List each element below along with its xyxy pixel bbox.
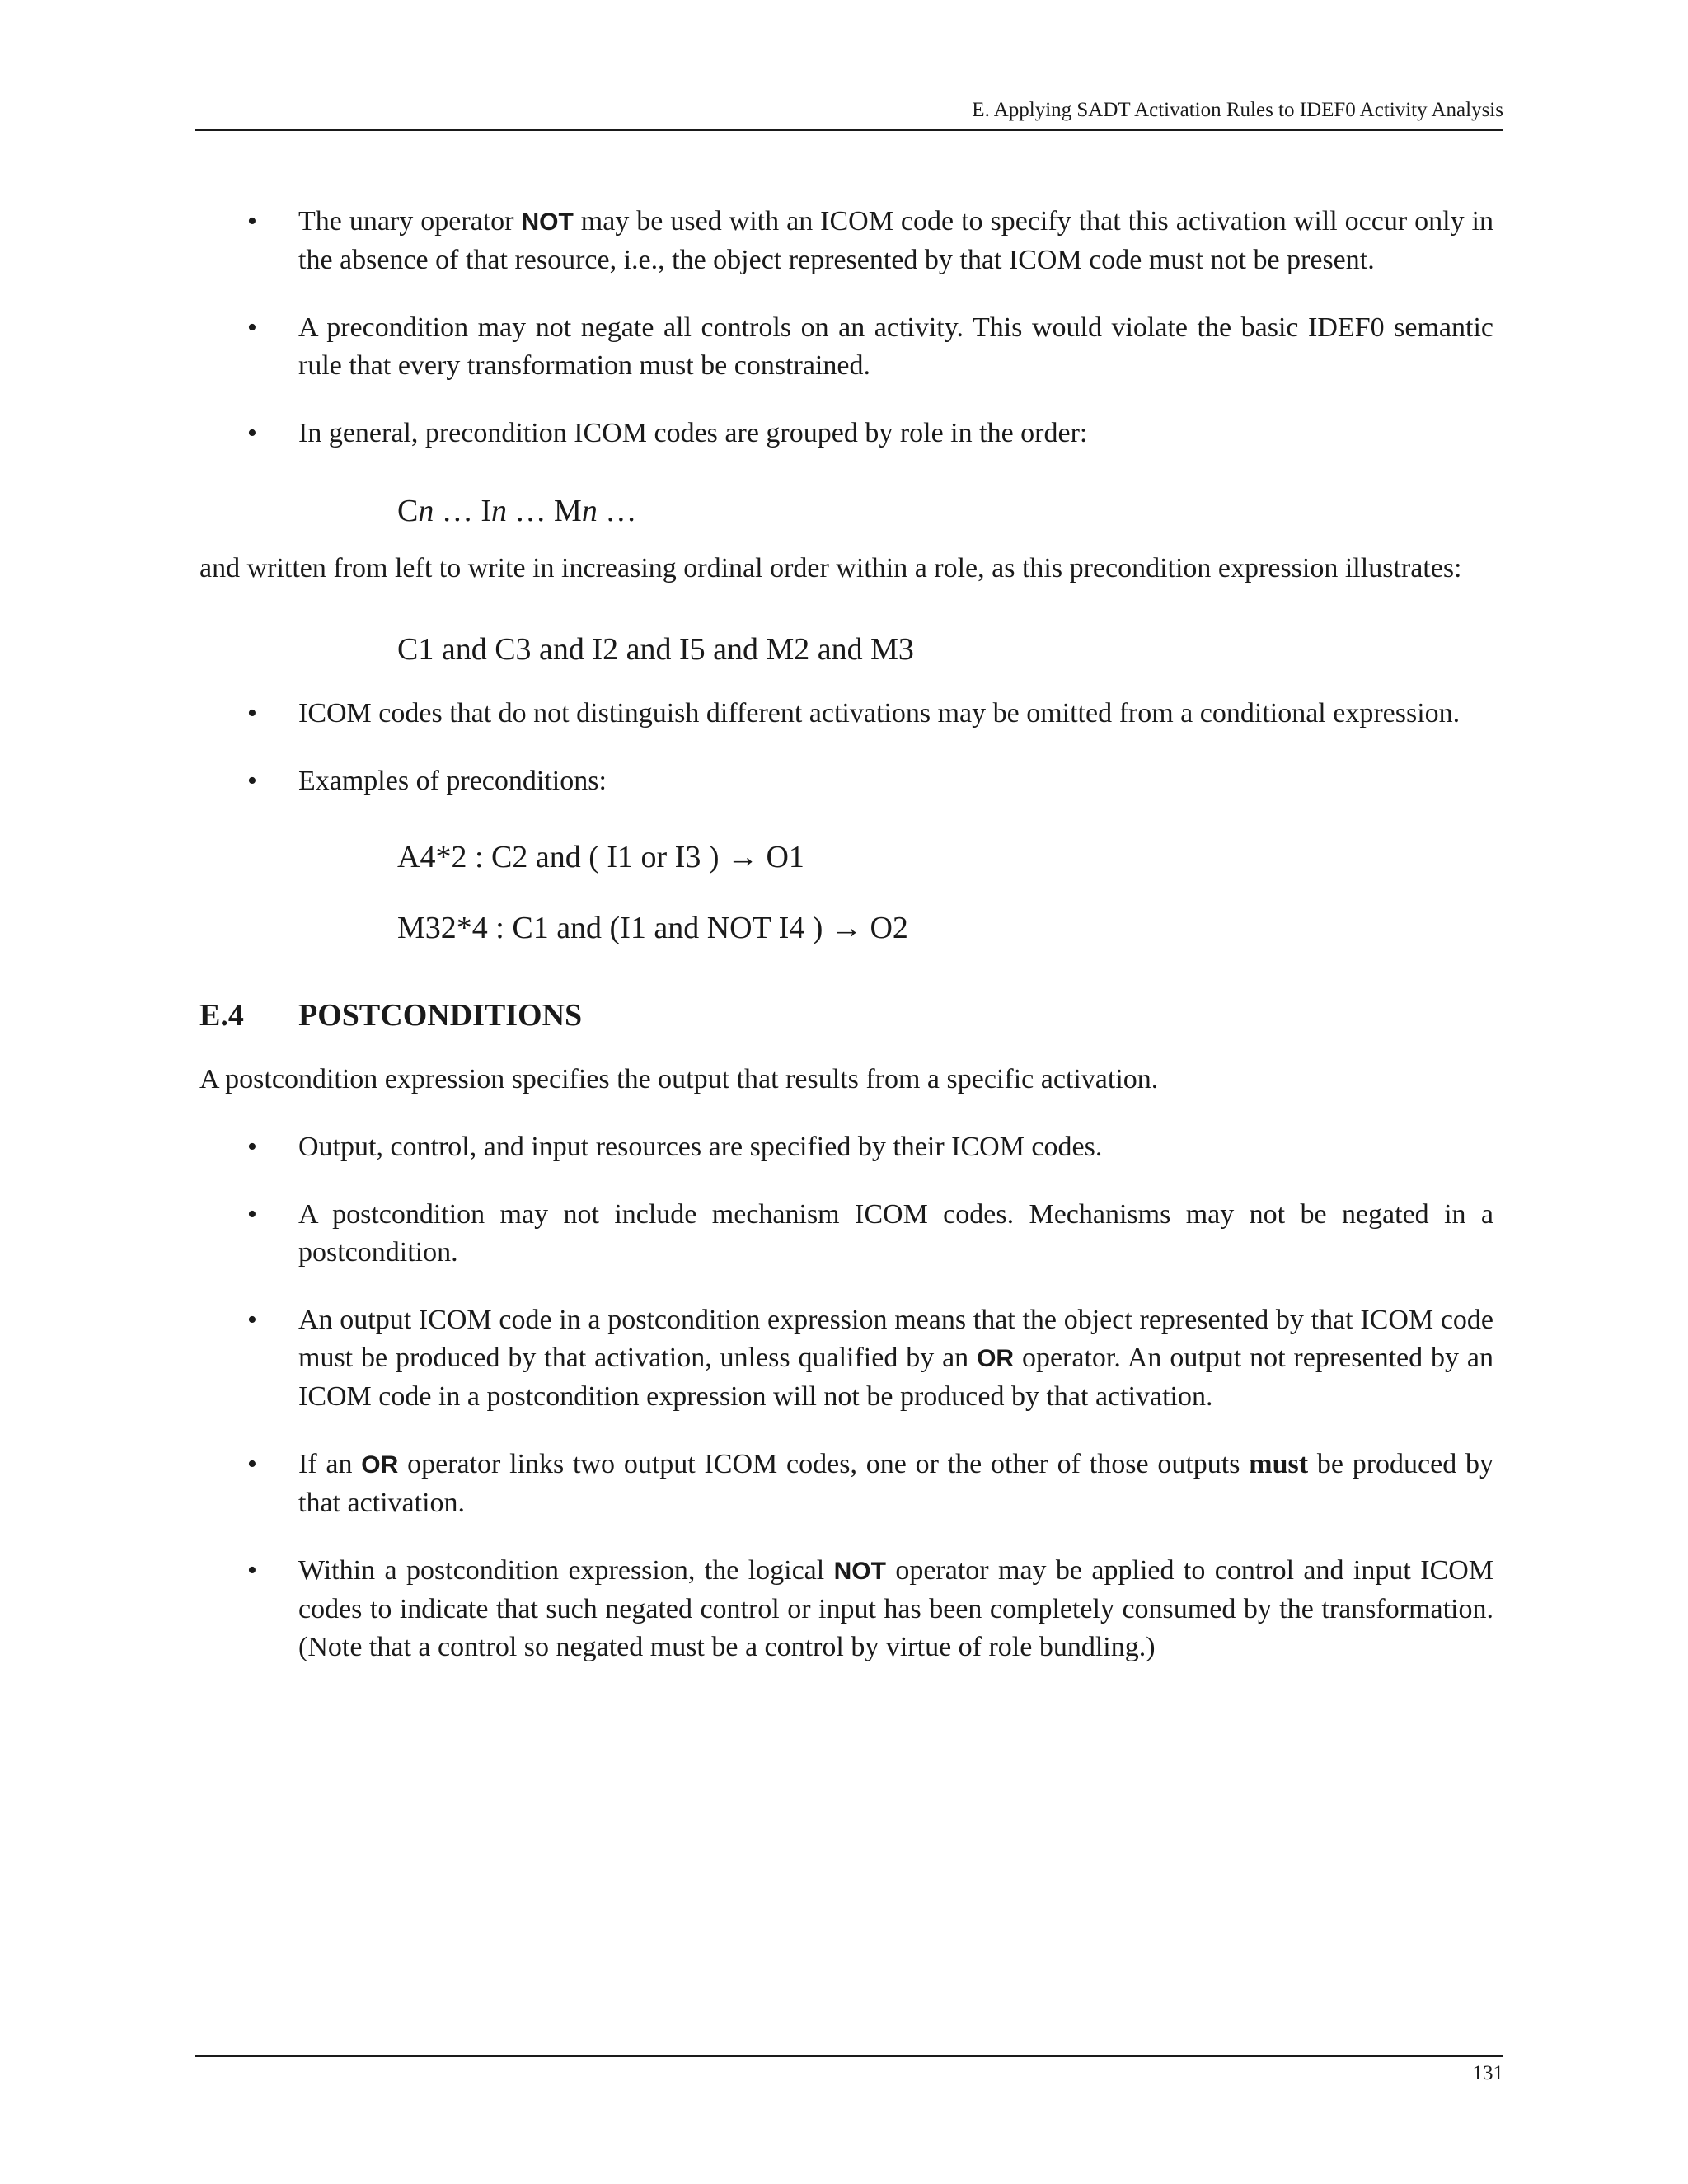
bullet-negate-controls: • A precondition may not negate all controls on an activity. This would violate the basic IDEF0 semantic rule that every transformation must be constrained. xyxy=(199,309,1493,385)
bullet-examples: • Examples of preconditions: xyxy=(199,762,1493,800)
bullet-glyph: • xyxy=(247,206,257,237)
paragraph-ordinal-order: and written from left to write in increasing ordinal order within a role, as this precondition expression illustrates: xyxy=(199,553,1462,583)
bullet-glyph: • xyxy=(247,1132,257,1162)
header-rule xyxy=(195,129,1503,131)
keyword-or: OR xyxy=(977,1345,1015,1372)
keyword-or: OR xyxy=(361,1451,399,1479)
bullet-or-operator: • If an OR operator links two output ICOM codes, one or the other of those outputs must be produced by that activation. xyxy=(199,1446,1493,1522)
bullet-glyph: • xyxy=(247,1305,257,1335)
bullet-glyph: • xyxy=(247,1449,257,1479)
bullet-not-consumed: • Within a postcondition expression, the logical NOT operator may be applied to control and input ICOM codes to indicate that such negated control or input has been completely consumed by the transformation. (Note that a control so negated must be a control by virtue of role bundling.) xyxy=(199,1552,1493,1666)
running-header: E. Applying SADT Activation Rules to IDEF0 Activity Analysis xyxy=(972,99,1503,121)
bullet-resources-by-icom: • Output, control, and input resources are specified by their ICOM codes. xyxy=(199,1128,1493,1166)
precondition-example-formula: C1 and C3 and I2 and I5 and M2 and M3 xyxy=(397,632,914,667)
bullet-glyph: • xyxy=(247,766,257,796)
keyword-not: NOT xyxy=(833,1558,886,1585)
page-number: 131 xyxy=(1472,2062,1503,2084)
keyword-not: NOT xyxy=(521,209,574,236)
section-intro: A postcondition expression specifies the output that results from a specific activation. xyxy=(199,1064,1159,1094)
bullet-no-mechanism: • A postcondition may not include mechanism ICOM codes. Mechanisms may not be negated in a postcondition. xyxy=(199,1196,1493,1272)
role-order-formula: Cn … In … Mn … xyxy=(397,494,637,528)
bullet-glyph: • xyxy=(247,1199,257,1230)
emphasis-must: must xyxy=(1249,1449,1309,1479)
bullet-glyph: • xyxy=(247,1555,257,1586)
section-number: E.4 xyxy=(199,998,244,1033)
footer-rule xyxy=(195,2055,1503,2057)
bullet-omit-codes: • ICOM codes that do not distinguish different activations may be omitted from a conditional expression. xyxy=(199,695,1493,733)
bullet-glyph: • xyxy=(247,418,257,448)
bullet-grouped-by-role: • In general, precondition ICOM codes are grouped by role in the order: xyxy=(199,415,1493,452)
bullet-not-operator: • The unary operator NOT may be used with an ICOM code to specify that this activation will occur only in the absence of that resource, i.e., the object represented by that ICOM code must not be present. xyxy=(199,203,1493,279)
precondition-example-1: A4*2 : C2 and ( I1 or I3 ) → O1 xyxy=(397,840,804,874)
section-title: POSTCONDITIONS xyxy=(298,998,583,1033)
bullet-glyph: • xyxy=(247,698,257,729)
bullet-glyph: • xyxy=(247,312,257,343)
precondition-example-2: M32*4 : C1 and (I1 and NOT I4 ) → O2 xyxy=(397,911,908,945)
bullet-output-icom: • An output ICOM code in a postcondition expression means that the object represented by that ICOM code must be produced by that activation, unless qualified by an OR operator. An output not represented by an ICOM code in a postcondition expression will not be produced by that activation. xyxy=(199,1301,1493,1416)
section-heading xyxy=(199,995,1493,1036)
page-body xyxy=(199,203,1493,1696)
